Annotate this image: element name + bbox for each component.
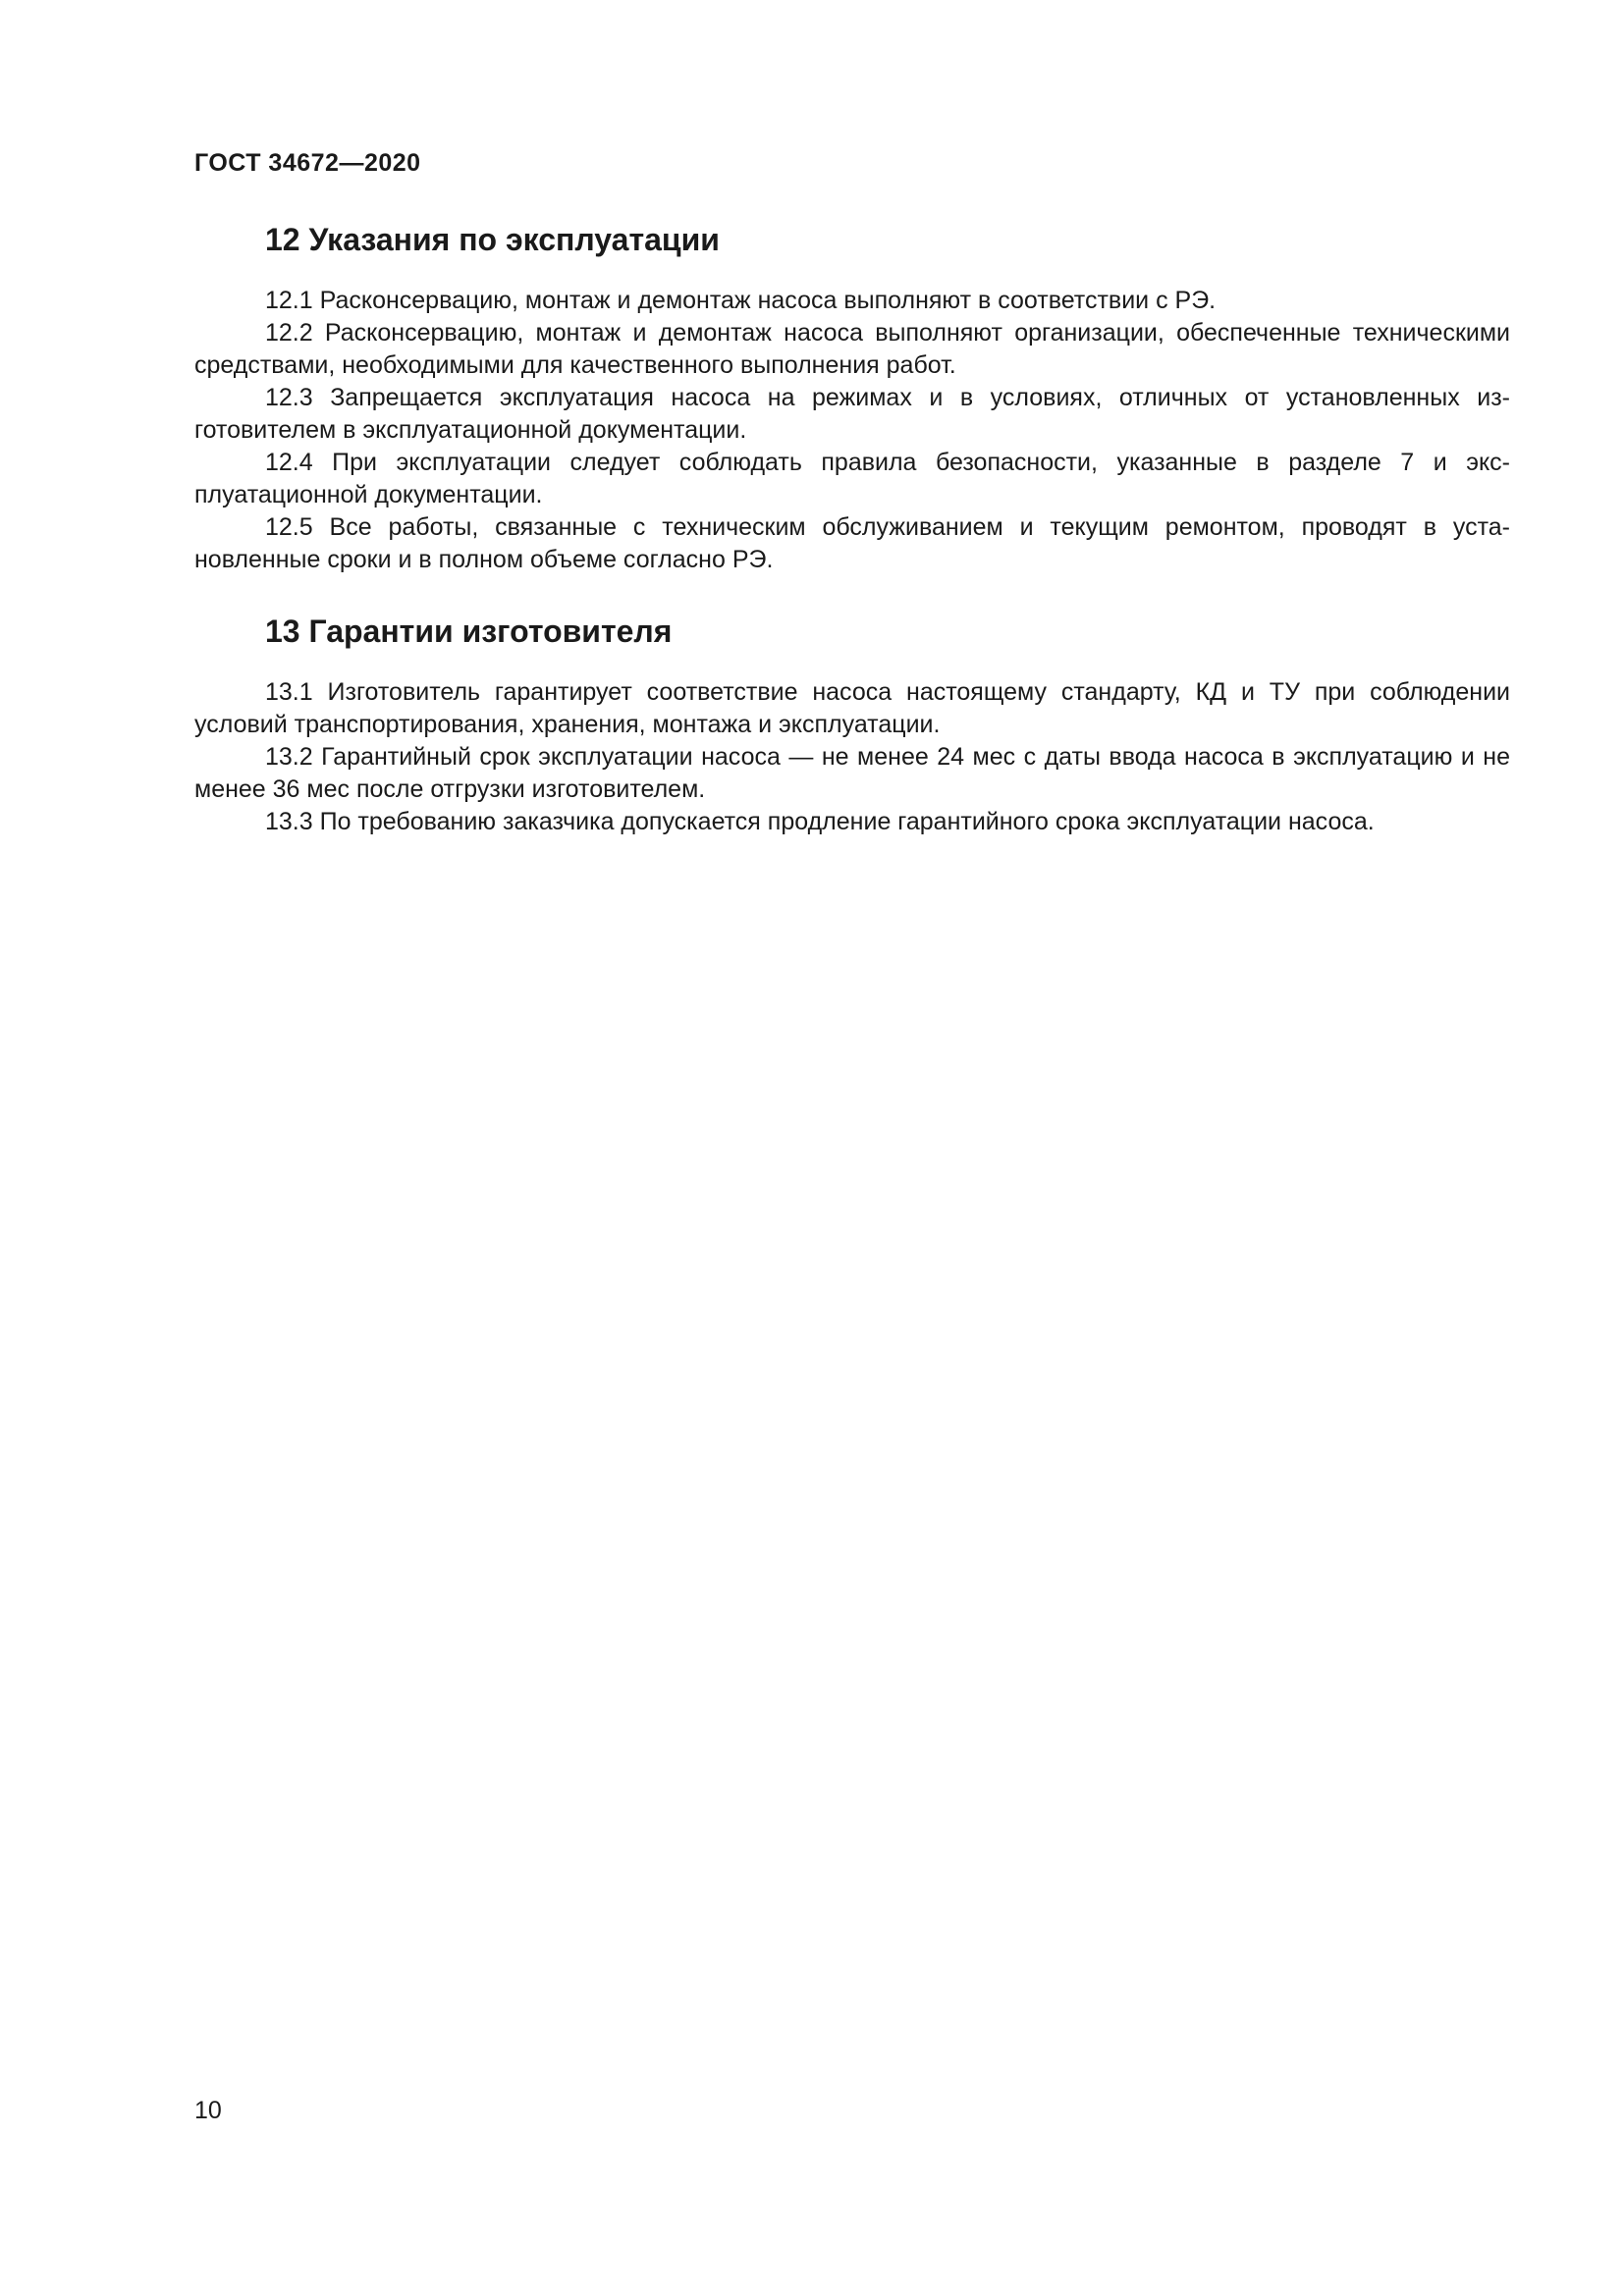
page-number: 10 — [194, 2097, 222, 2124]
section-manufacturer-warranty — [194, 610, 1510, 838]
paragraph-12-4: 12.4 При эксплуатации следует соблюдать правила безопасности, указанные в разделе 7 и эксплуатационной документации. — [194, 449, 1510, 508]
document-header: ГОСТ 34672—2020 — [194, 149, 421, 177]
document-body — [194, 218, 1510, 838]
paragraph-12-5: 12.5 Все работы, связанные с техническим обслуживанием и текущим ремонтом, проводят в установленные сроки и в полном объеме согласно РЭ. — [194, 513, 1510, 573]
section-title: 12 Указания по эксплуатации — [265, 222, 720, 257]
paragraph-12-3: 12.3 Запрещается эксплуатация насоса на режимах и в условиях, отличных от установленных изготовителем в эксплуатационной документации. — [194, 384, 1510, 444]
section-title: 13 Гарантии изготовителя — [265, 614, 673, 649]
paragraph-13-2: 13.2 Гарантийный срок эксплуатации насоса — не менее 24 мес с даты ввода насоса в эксплуатацию и не менее 36 мес после отгрузки изготовителем. — [194, 743, 1510, 803]
section-operating-instructions — [194, 218, 1510, 576]
paragraph-13-1: 13.1 Изготовитель гарантирует соответствие насоса настоящему стандарту, КД и ТУ при соблюдении условий транспортирования, хранения, монтажа и эксплуатации. — [194, 678, 1510, 738]
paragraph-12-2: 12.2 Расконсервацию, монтаж и демонтаж насоса выполняют организации, обеспеченные техническими средствами, необходимыми для качественного выполнения работ. — [194, 319, 1510, 379]
paragraph-13-3: 13.3 По требованию заказчика допускается продление гарантийного срока эксплуатации насоса. — [265, 808, 1375, 835]
paragraph-12-1: 12.1 Расконсервацию, монтаж и демонтаж насоса выполняют в соответствии с РЭ. — [265, 287, 1217, 314]
